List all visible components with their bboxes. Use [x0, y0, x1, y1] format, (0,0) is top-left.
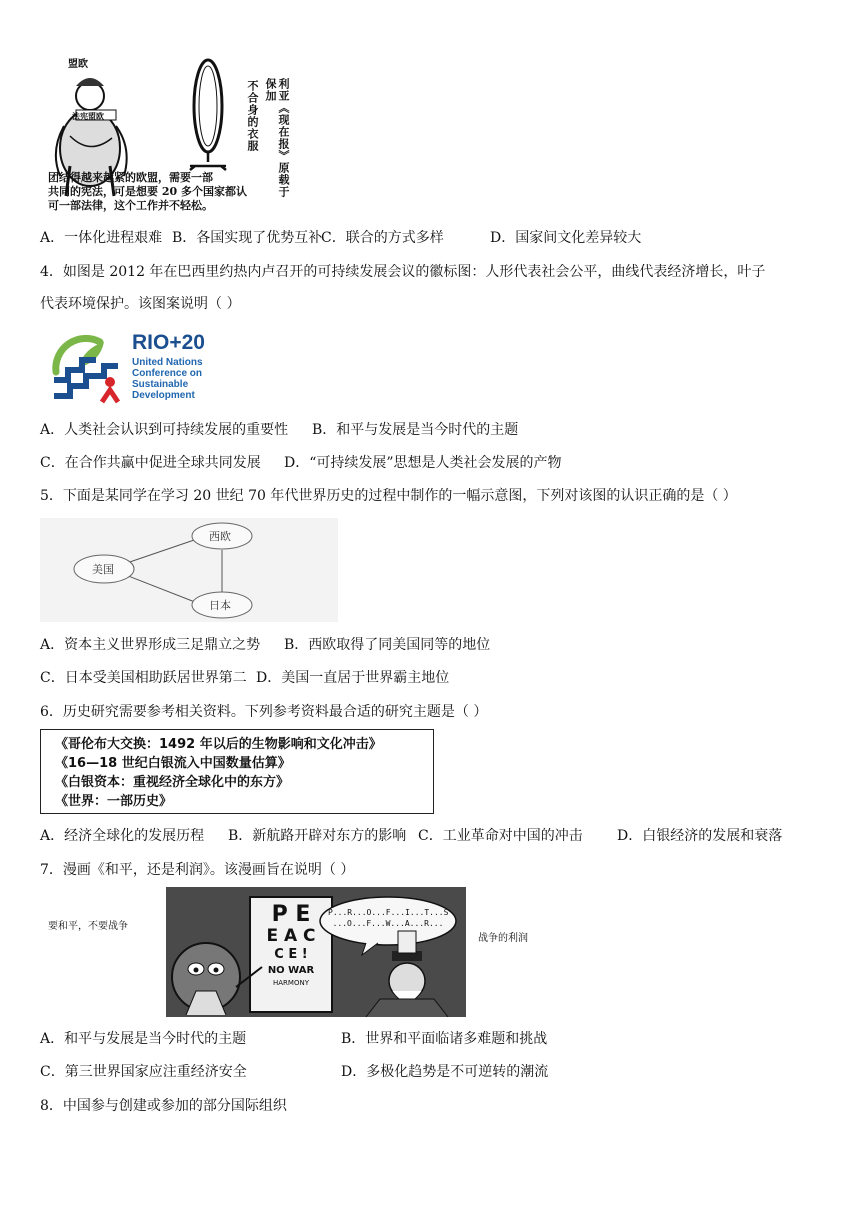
eye-chart-row2: E A C: [266, 926, 316, 946]
q5-stem: 5．下面是某同学在学习 20 世纪 70 年代世界历史的过程中制作的一幅示意图，下列对该图的认识正确的是（ ）: [40, 488, 737, 504]
node-japan: 日本: [209, 599, 231, 612]
node-west-europe: 西欧: [209, 530, 231, 543]
q5-option-c[interactable]: C．日本受美国相助跃居世界第二: [40, 670, 247, 686]
q7-right-caption: 战争的利润: [478, 933, 528, 944]
rio20-line1: United Nations: [132, 357, 203, 368]
eye-chart-row4: NO WAR: [267, 965, 315, 976]
q4-stem-line2: 代表环境保护。该图案说明（ ）: [40, 296, 241, 312]
q7-option-d[interactable]: D．多极化趋势是不可逆转的潮流: [341, 1064, 549, 1080]
q5-option-d[interactable]: D．美国一直居于世界霸主地位: [256, 670, 450, 686]
q5-option-a[interactable]: A．资本主义世界形成三足鼎立之势: [40, 637, 261, 653]
q3-option-a[interactable]: A．一体化进程艰难: [40, 230, 163, 246]
q4-option-a[interactable]: A．人类社会认识到可持续发展的重要性: [40, 422, 289, 438]
q5-option-b[interactable]: B．西欧取得了同美国同等的地位: [284, 637, 491, 653]
rio20-line3: Sustainable: [132, 379, 189, 390]
q6-reference-1: 《哥伦布大交换：1492 年以后的生物影响和文化冲击》: [55, 737, 382, 752]
q6-option-c[interactable]: C．工业革命对中国的冲击: [418, 828, 583, 844]
q6-option-a[interactable]: A．经济全球化的发展历程: [40, 828, 205, 844]
q6-reference-3: 《白银资本：重视经济全球化中的东方》: [55, 775, 290, 790]
eye-chart-row5: HARMONY: [273, 979, 309, 987]
q4-stem-line1: 4．如图是 2012 年在巴西里约热内卢召开的可持续发展会议的徽标图：人形代表社会公平，曲线代表经济增长，叶子: [40, 264, 766, 280]
q5-diagram: [40, 518, 338, 622]
rio20-line4: Development: [132, 390, 195, 401]
q4-option-c[interactable]: C．在合作共赢中促进全球共同发展: [40, 455, 261, 471]
eu-constitution-label: 法宪盟欧: [72, 111, 104, 121]
q6-option-d[interactable]: D．白银经济的发展和衰落: [617, 828, 783, 844]
profits-of-war-bubble: P...R...O...F...I...T...S ...O...F...W...A...R...: [328, 908, 449, 928]
node-usa: 美国: [92, 563, 114, 576]
q6-stem: 6．历史研究需要参考相关资料。下列参考资料最合适的研究主题是（ ）: [40, 704, 488, 720]
rio20-emblem: [48, 332, 124, 404]
q6-reference-2: 《16—18 世纪白银流入中国数量估算》: [55, 756, 291, 771]
q7-option-c[interactable]: C．第三世界国家应注重经济安全: [40, 1064, 247, 1080]
eu-label: 盟欧: [68, 59, 88, 70]
q5-diagram-drawing: [40, 518, 338, 622]
q6-reference-4: 《世界：一部历史》: [55, 794, 173, 809]
eu-caption-line2: 共同的宪法，可是想要 20 多个国家都认: [48, 185, 247, 198]
q7-left-caption: 要和平，不要战争: [48, 921, 128, 932]
q8-stem: 8．中国参与创建或参加的部分国际组织: [40, 1098, 287, 1114]
rio20-logo: [48, 330, 238, 406]
q4-option-b[interactable]: B．和平与发展是当今时代的主题: [312, 422, 519, 438]
q3-option-c[interactable]: C．联合的方式多样: [321, 230, 444, 246]
q7-stem: 7．漫画《和平，还是利润》。该漫画旨在说明（ ）: [40, 862, 355, 878]
q7-option-a[interactable]: A．和平与发展是当今时代的主题: [40, 1031, 247, 1047]
cartoon-vertical-note-left: 不合身的衣服: [246, 80, 259, 152]
q4-option-d[interactable]: D．“可持续发展”思想是人类社会发展的产物: [284, 455, 562, 471]
cartoon-vertical-note-right: 利亚《现在报》原载于保加: [264, 78, 290, 198]
rio20-title: RIO+20: [132, 331, 205, 354]
q3-option-b[interactable]: B．各国实现了优势互补: [172, 230, 323, 246]
q6-reference-box: [40, 729, 434, 814]
peace-profit-cartoon: [166, 887, 466, 1017]
q7-option-b[interactable]: B．世界和平面临诸多难题和挑战: [341, 1031, 548, 1047]
q3-option-d[interactable]: D．国家间文化差异较大: [490, 230, 642, 246]
rio20-line2: Conference on: [132, 368, 203, 379]
eye-chart-row1: P E: [271, 902, 311, 927]
q6-option-b[interactable]: B．新航路开辟对东方的影响: [228, 828, 407, 844]
eu-caption-line3: 可一部法律，这个工作并不轻松。: [48, 199, 213, 212]
eye-chart-row3: C E !: [274, 947, 308, 962]
eu-caption-line1: 团结得越来越紧的欧盟，需要一部: [48, 171, 213, 184]
